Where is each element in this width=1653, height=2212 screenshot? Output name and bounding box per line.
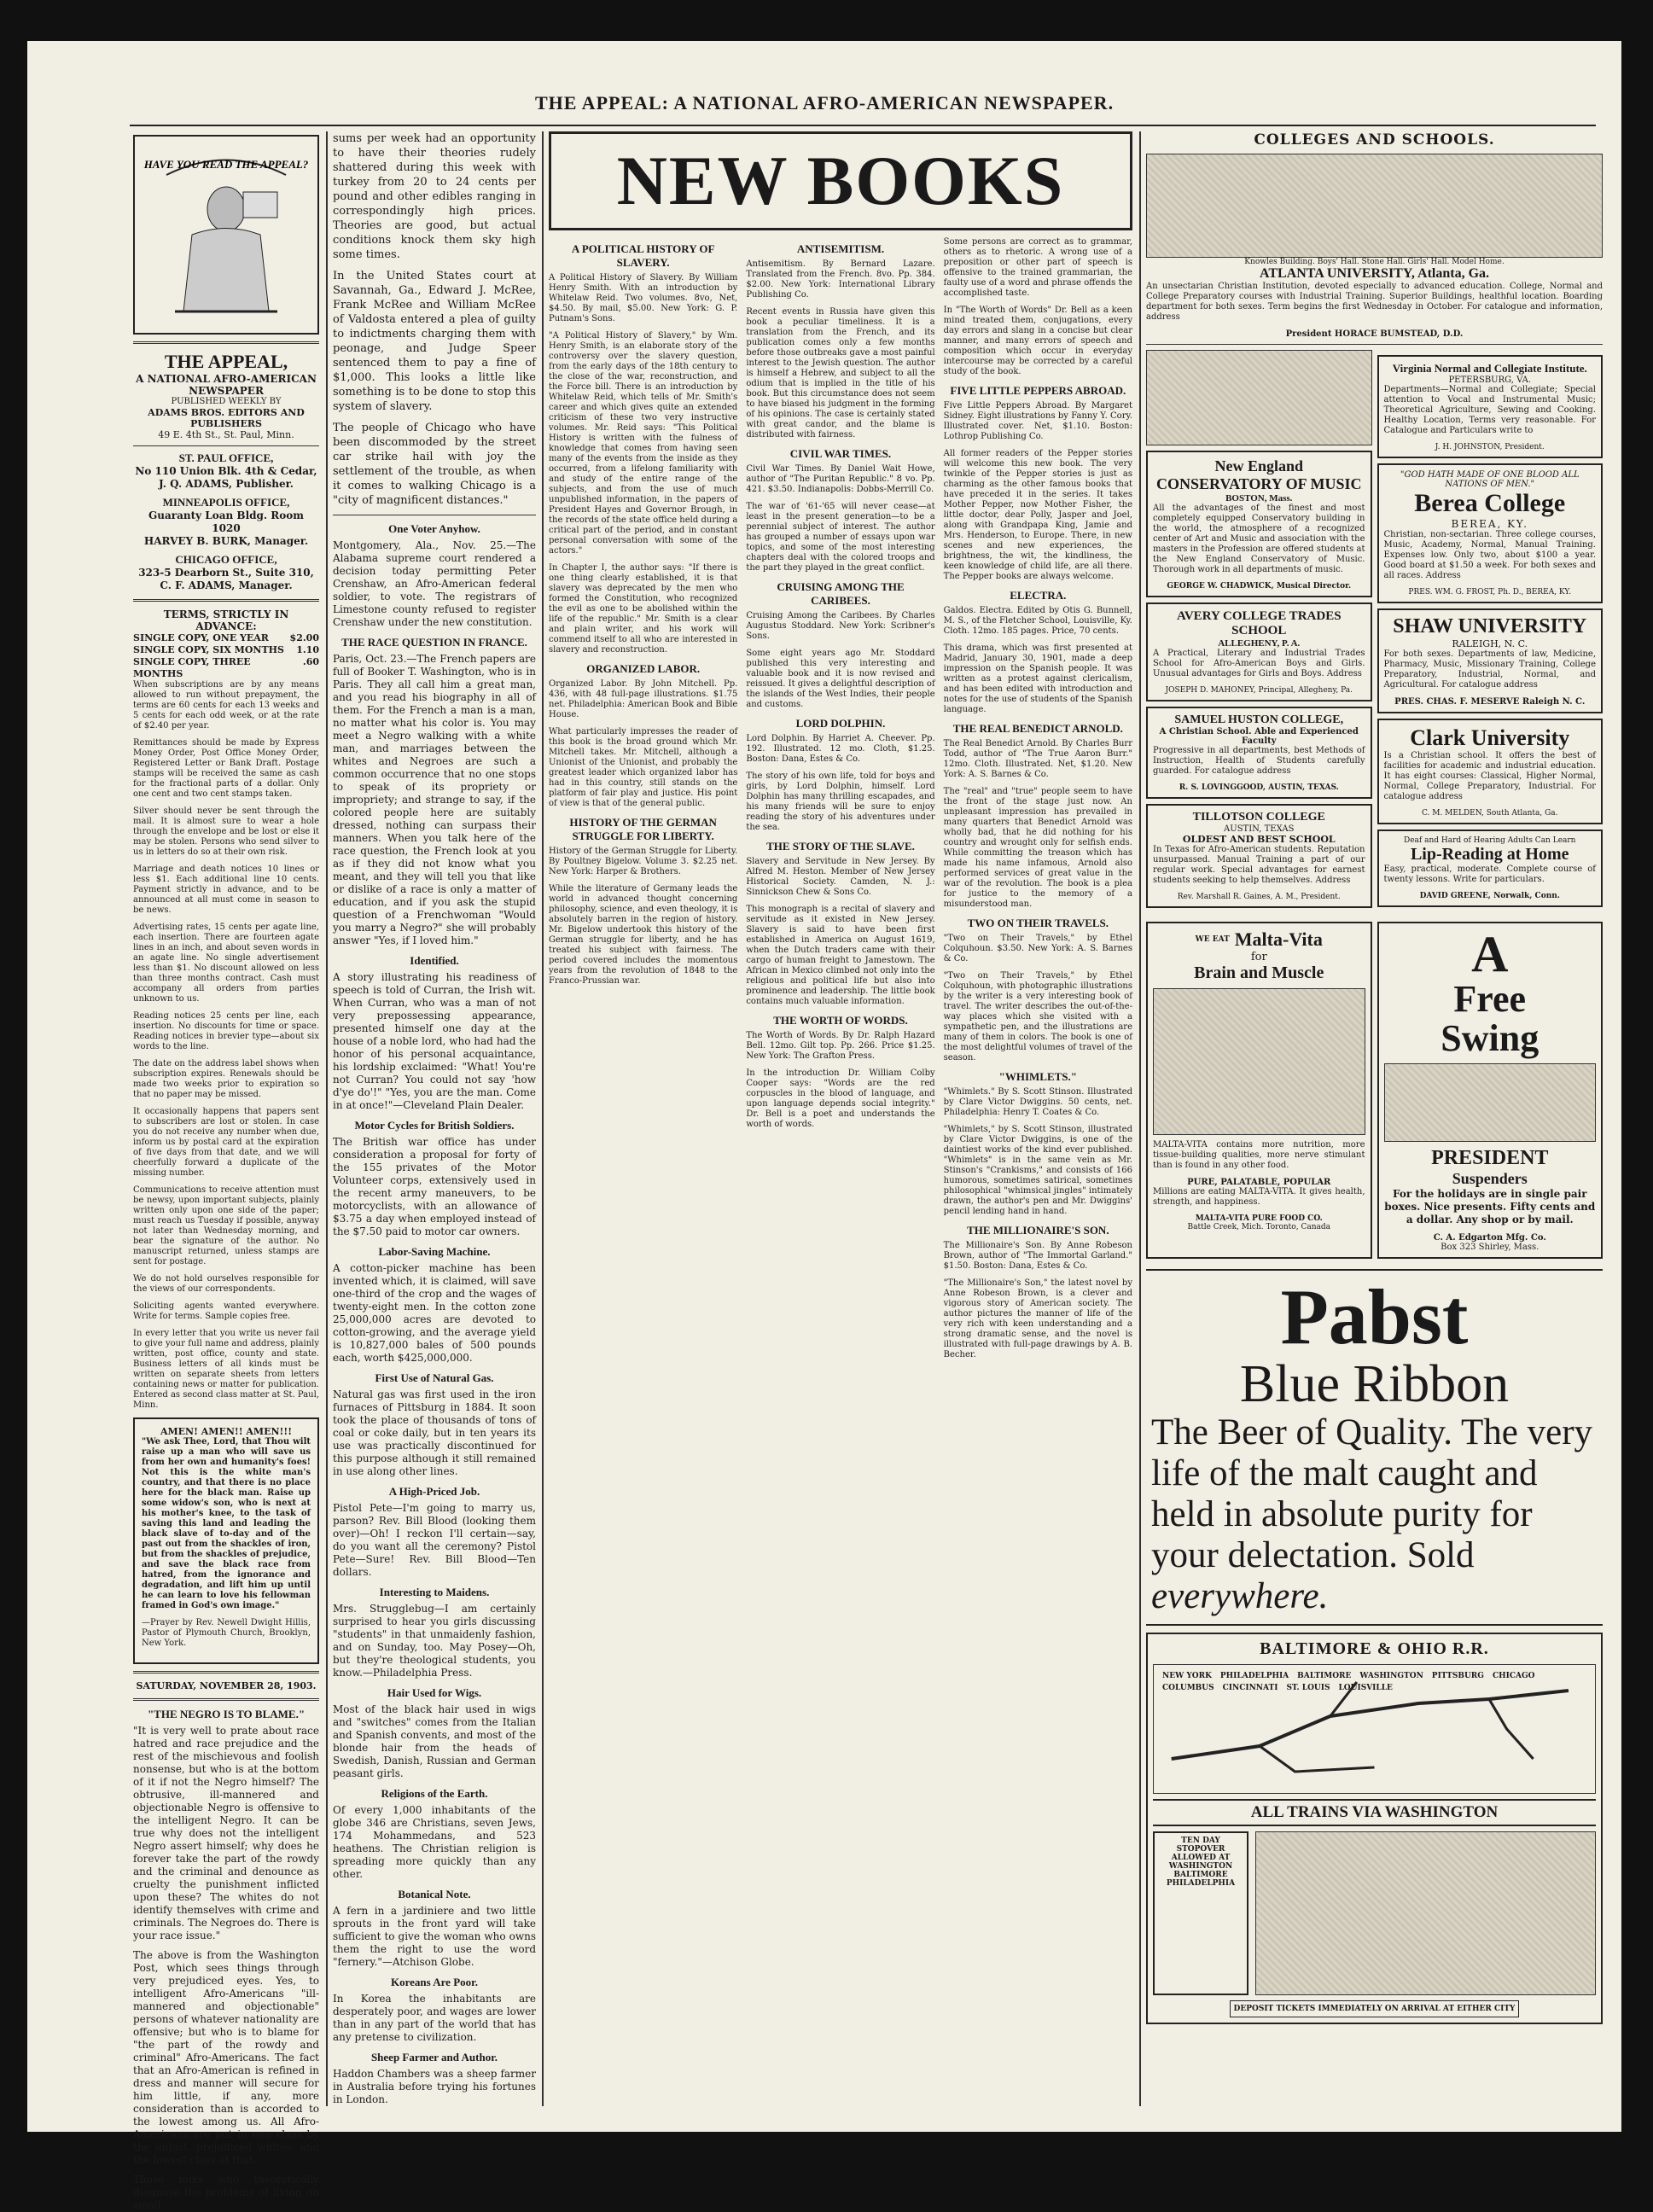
ad-pabst-blue-ribbon: Pabst Blue Ribbon The Beer of Quality. The very life of the malt caught and held in absolute purity for your delectation. Sold everywhere. (1146, 1269, 1603, 1626)
malta-vita-illustration (1153, 988, 1365, 1135)
review-title: FIVE LITTLE PEPPERS ABROAD. (950, 384, 1126, 397)
column-rule (326, 131, 328, 2106)
suspenders-illustration (1384, 1063, 1597, 1142)
article-title: Interesting to Maidens. (379, 1586, 490, 1598)
amen-box: AMEN! AMEN!! AMEN!!! "We ask Thee, Lord, that Thou wilt raise up a man who will save us from her own and humanity's foes! Not this is the white man's country, and that there is no place here for the black man. Raise up some widow's son, who is next at his mother's knee, to the task of saving this land and leading the black slave of to-day and of the past out from the shackles of iron, but from the shackles of prejudice, and save the black race from hatred, from the ignorance and degradation, and lift him up until he can learn to love his fellowman framed in God's own image." —Prayer by Rev. Newell Dwight Hillis, Pastor of Plymouth Church, Brooklyn, New York. (133, 1417, 319, 1664)
review-title: TWO ON THEIR TRAVELS. (967, 917, 1109, 929)
terms-title: TERMS, STRICTLY IN ADVANCE: (163, 608, 289, 632)
article-title: Labor-Saving Machine. (378, 1245, 491, 1258)
column-ads: COLLEGES AND SCHOOLS. Knowles Building. Boys' Hall. Stone Hall. Girls' Hall. Model Home. ATLANTA UNIVERSITY, Atlanta, Ga. An unsectarian Christian Institution, devoted especially to advanced education. College, Normal and College Preparatory courses with Industrial Training. Superior Buildings, healthful location. Boarding department for both sexes. Term begins the first Wednesday in October. For catalogue and information, address President HORACE BUMSTEAD, D.D. New England CONSERVATORY OF MUSIC BOSTON, Mass. All the advantages of the finest and most completely equipped Conservatory building in the world, the atmosphere of a recognized center of Art and Music and association with the masters in the Profession are offered students at the New England Conservatory of Music. Thorough work in all departments of music. GEORGE W. CHADWICK, Musical Director. AVERY COLLEGE TRADES SCHOOL ALLEGHENY, P. A. A Practical, Literary and Industrial Trades School for Afro-American Boys and Girls. Unusual advantages for Girls and Boys. Address JOSEPH D. MAHONEY, Principal, Allegheny, Pa. SAMUEL HUSTON COLLEGE, A Christian School. Able and Experienced Faculty Progressive in all departments, best Methods of Instruction, Health of Students carefully guarded. For catalogue address R. S. LOVINGGOOD, AUSTIN, TEXAS. TILLOTSON COLLEGE AUSTIN, TEXAS OLDEST AND BEST SCHOOL In Texas for Afro-American students. Reputation unsurpassed. Manual Training a part of our regular work. Special advantages for earnest students seeking to help themselves. Address Rev. Marshall R. Gaines, A. M., President. Virginia Normal and Collegiate Institute. PETERSBURG, VA. Departments—Normal and Collegiate; Special attention to Vocal and Instrumental Music; Theoretical Agriculture, Sewing and Cooking. Healthy Location, Terms very reasonable. For Catalogue and Particulars write to J. H. JOHNSTON, President. "GOD HATH MADE OF ONE BLOOD ALL NATIONS OF MEN." Berea College BEREA, KY. Christian, non-sectarian. Three college courses, Music, Academy, Normal, Manual Training. Expenses low. Only two, about $100 a year. Good board at $1.50 a week. For both sexes and all races. Address PRES. WM. G. FROST, Ph. D., BEREA, KY. SHAW UNIVERSITY RALEIGH, N. C. For both sexes. Departments of law, Medicine, Pharmacy, Music, Missionary Training, College Preparatory, Industrial, Normal, and Agricultural. For catalogue address PRES. CHAS. F. MESERVE Raleigh N. C. Clark University Is a Christian school. It offers the best of facilities for academic and industrial education. It has eight courses: Classical, Higher Normal, Normal, College Preparatory, Industrial. For catalogue address C. M. MELDEN, South Atlanta, Ga. Deaf and Hard of Hearing Adults Can Learn Lip-Reading at Home Easy, practical, moderate. Complete course of twenty lessons. Write for particulars. DAVID GREENE, Norwalk, Conn. WE EAT Malta-Vita for Brain and Muscle MALTA-VITA contains more nutrition, more tissue-building qualities, more nerve stimulant than is found in any other food. PURE, PALATABLE, POPULAR Millions are eating MALTA-VITA. It gives health, strength, and happiness. MALTA-VITA PURE FOOD CO. Battle Creek, Mich. Toronto, Canada A Free Swing PRESIDENT Suspenders For the holidays are in single pair boxes. Nice presents. Fifty cents and a dollar. Any shop or by mail. C. A. Edgarton Mfg. Co. Box 323 Shirley, Mass. Pabst Blue Ribbon The Beer of Quality. The very life of the malt caught and held in absolute purity for your delectation. Sold everywhere. BALTIMORE & OHIO R.R. NEW YORK PHILADELPHIA BALTIMORE WASHINGTON PITTSBURG CHICAGO COLUMBUS CINCINNATI ST. LOUIS LOUISVILLE ALL TRAINS VIA WASHINGTON TEN DAY STOPOVER ALLOWED AT WASHINGTON BALTIMORE PHILADELPHIA DEPOSIT TICKETS IMMEDIATELY ON ARRIVAL AT EITHER CITY (1146, 131, 1603, 2106)
ad-baltimore-ohio: BALTIMORE & OHIO R.R. NEW YORK PHILADELPHIA BALTIMORE WASHINGTON PITTSBURG CHICAGO COLUMBUS CINCINNATI ST. LOUIS LOUISVILLE ALL TRAINS VIA WASHINGTON TEN DAY STOPOVER ALLOWED AT WASHINGTON BALTIMORE PHILADELPHIA DEPOSIT TICKETS IMMEDIATELY ON ARRIVAL AT EITHER CITY (1146, 1633, 1603, 2024)
office-title: MINNEAPOLIS OFFICE, (162, 496, 290, 509)
colleges-header: COLLEGES AND SCHOOLS. (1254, 131, 1495, 148)
masthead-rule (130, 125, 1596, 126)
books-subcolumn: Some persons are correct as to grammar, others as to rhetoric. A wrong use of a preposition or other part of speech is offensive to the trained grammarian, the faulty use of a word and phrase offends the accomplished taste. In "The Worth of Words" Dr. Bell as a keen mind treated them, conjugations, every day errors and slang in a concise but clear manner, and many errors of speech and composition which occur in everyday intercourse may be corrected by a careful study of the book. FIVE LITTLE PEPPERS ABROAD. Five Little Peppers Abroad. By Margaret Sidney. Eight illustrations by Fanny Y. Cory. Illustrated cover. Net, $1.10. Boston: Lothrop Publishing Co. All former readers of the Pepper stories will welcome this new book. The very twinkle of the Pepper stories is just as charming as the other famous books that have preceded it in the series. It takes Mother Pepper, now Mother Fisher, the little doctor, dear Polly, Jasper and Joel, along with Grandpapa King, Jamie and Mrs. Henderson, to Europe. There, in new scenes and new experiences, the brightness, the wit, the kindliness, the keen knowledge of child life, are all there. The Pepper books are always welcome. ELECTRA. Galdos. Electra. Edited by Otis G. Bunnell, M. S., of the Fletcher School, Louisville, Ky. Cloth. 12mo. 185 pages. Price, 70 cents. This drama, which was first presented at Madrid, January 30, 1901, made a deep impression on the Spanish people. It was written as a protest against clericalism, and has been edited with introduction and notes for the use of students of the Spanish language. THE REAL BENEDICT ARNOLD. The Real Benedict Arnold. By Charles Burr Todd, author of "The True Aaron Burr." 12mo. Cloth. Illustrated. Net, $1.20. New York: A. S. Barnes & Co. The "real" and "true" people seem to have the front of the stage just now. An unpleasant impression has prevailed in many quarters that Benedict Arnold was wholly bad, that he did nothing for his country and wrought only for selfish ends. While committing the treason which has made his name infamous, Arnold also performed services of great value in the war of the revolution. The book is a plea for justice to the memory of a misunderstood man. TWO ON THEIR TRAVELS. "Two on Their Travels," by Ethel Colquhoun. $3.50. New York: A. S. Barnes & Co. "Two on Their Travels," by Ethel Colquhoun, with photographic illustrations by the writer is a very interesting book of travel. The writer describes the out-of-the-way places which she visited with a sympathetic pen, and the illustrations are many of them in colors. The book is one of the most delightful volumes of travel of the season. "WHIMLETS." "Whimlets." By S. Scott Stinson. Illustrated by Clare Victor Dwiggins. 50 cents, net. Philadelphia: Henry T. Coates & Co. "Whimlets," by S. Scott Stinson, illustrated by Clare Victor Dwiggins, is one of the daintiest works of the kind ever published. "Whimlets" is in the same vein as Mr. Stinson's "Crankisms," and consists of 166 humorous, sometimes satirical, sometimes philosophical "whimsical jingles" intimately drawn, the author's pen and Mr. Dwiggins' pencil lending hand in hand. THE MILLIONAIRE'S SON. The Millionaire's Son. By Anne Robeson Brown, author of "The Immortal Garland." $1.50. Boston: Dana, Estes & Co. "The Millionaire's Son," the latest novel by Anne Robeson Brown, is a clever and vigorous story of American society. The author pictures the manner of life of the very rich with keen understanding and a strong dramatic sense, and the novel is illustrated with full-page drawings by A. B. Becher. (943, 237, 1132, 1359)
ad-malta-vita: WE EAT Malta-Vita for Brain and Muscle MALTA-VITA contains more nutrition, more tissue-building qualities, more nerve stimulant than is found in any other food. PURE, PALATABLE, POPULAR Millions are eating MALTA-VITA. It gives health, strength, and happiness. MALTA-VITA PURE FOOD CO. Battle Creek, Mich. Toronto, Canada (1146, 922, 1372, 1259)
ad-tillotson-college: TILLOTSON COLLEGE AUSTIN, TEXAS OLDEST AND BEST SCHOOL In Texas for Afro-American students. Reputation unsurpassed. Manual Training a part of our regular work. Special advantages for earnest students seeking to help themselves. Address Rev. Marshall R. Gaines, A. M., President. (1146, 804, 1372, 908)
review-title: THE REAL BENEDICT ARNOLD. (952, 722, 1123, 735)
office-title: ST. PAUL OFFICE, (178, 451, 274, 464)
column-masthead-info: HAVE YOU READ THE APPEAL? THE APPEAL, A NATIONAL AFRO-AMERICAN NEWSPAPER PUBLISHED WEEKLY BY ADAMS BROS. EDITORS AND PUBLISHERS 49 E. 4th St., St. Paul, Minn. ST. PAUL OFFICE, No 110 Union Blk. 4th & Cedar, J. Q. ADAMS, Publisher. MINNEAPOLIS OFFICE, Guaranty Loan Bldg. Room 1020 HARVEY B. BURK, Manager. CHICAGO OFFICE, 323-5 Dearborn St., Suite 310, C. F. ADAMS, Manager. TERMS, STRICTLY IN ADVANCE: SINGLE COPY, ONE YEAR $2.00 SINGLE COPY, SIX MONTHS 1.10 SINGLE COPY, THREE MONTHS .60 When subscriptions are by any means allowed to run without prepayment, the terms are 60 cents for each 13 weeks and 5 cents for each odd week, or at the rate of $2.40 per year. Remittances should be made by Express Money Order, Post Office Money Order, Registered Letter or Bank Draft. Postage stamps will be received the same as cash for the fractional parts of a dollar. Only one cent and two cent stamps taken. Silver should never be sent through the mail. It is almost sure to wear a hole through the envelope and be lost or else it may be stolen. Persons who send silver to us in letters do so at their own risk. Marriage and death notices 10 lines or less $1. Each additional line 10 cents. Payment strictly in advance, and to be announced at all must come in season to be news. Advertising rates, 15 cents per agate line, each insertion. There are fourteen agate lines in an inch, and about seven words in an agate line. No single advertisement less than $1. No discount allowed on less than three months contract. Cash must accompany all orders from parties unknown to us. Reading notices 25 cents per line, each insertion. No discounts for time or space. Reading notices in brevier type—about six words to the line. The date on the address label shows when subscription expires. Renewals should be made two weeks prior to expiration so that no paper may be missed. It occasionally happens that papers sent to subscribers are lost or stolen. In case you do not receive any number when due, inform us by postal card at the expiration of five days from that date, and we will cheerfully forward a duplicate of the missing number. Communications to receive attention must be newsy, upon important subjects, plainly written only upon one side of the paper; must reach us Tuesday if possible, anyway not later than Wednesday morning, and bear the signature of the author. No manuscript returned, unless stamps are sent for postage. We do not hold ourselves responsible for the views of our correspondents. Soliciting agents wanted everywhere. Write for terms. Sample copies free. In every letter that you write us never fail to give your full name and address, plainly written, post office, county and state. Business letters of all kinds must be written on separate sheets from letters containing news or matter for publication. Entered as second class matter at St. Paul, Minn. AMEN! AMEN!! AMEN!!! "We ask Thee, Lord, that Thou wilt raise up a man who will save us from her own and humanity's foes! Not this is the white man's country, and that there is no place here for the black man. Raise up some widow's son, who is next at his mother's knee, to the task of saving this land and leading the black slave of to-day and of the past out from the shackles of iron, but from the shackles of prejudice, and save the black race from hatred, from the ignorance and degradation, and lift him up until he can learn to love his fellowman framed in God's own image." —Prayer by Rev. Newell Dwight Hillis, Pastor of Plymouth Church, Brooklyn, New York. SATURDAY, NOVEMBER 28, 1903. "THE NEGRO IS TO BLAME." "It is very well to prate about race hatred and race prejudice and the rest of the mischievous and foolish nonsense, but who is at the bottom of it if not the Negro himself? The obtrusive, ill-mannered and objectionable Negro is offensive to the intelligent Negro. It can be true why does not the intelligent Negro assert himself; why does he forever take the part of the rowdy and the criminal and denounce as cruelty the punishment inflicted upon these? The whites do not identify themselves with crime and criminals. The Negroes do. There is your race issue." The above is from the Washington Post, which sees things through very prejudiced eyes. Yes, to intelligent Afro-Americans "ill-mannered and objectionable" persons of whatever nationality are offensive; but who is to blame for "the part of the rowdy and criminal" Afro-Americans. The fact that an Afro-American is refined in dress and manner will secure for him little, if any, more consideration than is accorded to the lowest among us. All Afro-Americans are put in one class by the unjust, prejudiced whites, and the lowest class at that. Those folks who theoretically diagnose the problems of living on small (133, 131, 319, 2106)
column-rule (1139, 131, 1141, 2106)
publisher-address: 49 E. 4th St., St. Paul, Minn. (158, 429, 294, 440)
ad-avery-college: AVERY COLLEGE TRADES SCHOOL ALLEGHENY, P. A. A Practical, Literary and Industrial Trades School for Afro-American Boys and Girls. Unusual advantages for Girls and Boys. Address JOSEPH D. MAHONEY, Principal, Allegheny, Pa. (1146, 602, 1372, 701)
new-books-section (549, 131, 1132, 2106)
books-subcolumn: A POLITICAL HISTORY OF SLAVERY. A Political History of Slavery. By William Henry Smith. With an introduction by Whitelaw Reid. Two volumes. 8vo, Net, $4.50. By mail, $5.00. New York: G. P. Putnam's Sons. "A Political History of Slavery," by Wm. Henry Smith, is an elaborate story of the controversy over the slavery question, from the early days of the 18th century to the close of the war, reconstruction, and the Force bill. There is an introduction by Whitelaw Reid, which tells of Mr. Smith's career and which gives quite an extended criticism of these two very instructive volumes. Mr. Reid says: "This Political History is written with the fulness of knowledge that comes from having seen many of the events from the inside as they occurred, from a lifelong familiarity with and study of the entire range of the subjects, and from the use of much unpublished information, in the papers of President Hayes and Governor Brough, in the records of the state office held during a critical part of the period, and in constant personal conversation with some of the actors." In Chapter I, the author says: "If there is one thing clearly established, it is that slavery was deprecated by the men who formed the Constitution, who recognized the evil as one to be abolished within the life of the republic." Mr. Smith is a clear and plain writer, and his work will commend itself to all who are interested in slavery and reconstruction. ORGANIZED LABOR. Organized Labor. By John Mitchell. Pp. 436, with 48 full-page illustrations. $1.75 net. Philadelphia: American Book and Bible House. What particularly impresses the reader of this book is the broad ground which Mr. Mitchell takes. Mr. Mitchell, although a Unionist of the Unionist, and probably the greatest leader which organized labor has had in this country, still stands on the platform of fair play and justice. His point of view is that of the general public. HISTORY OF THE GERMAN STRUGGLE FOR LIBERTY. History of the German Struggle for Liberty. By Poultney Bigelow. Volume 3. $2.25 net. New York: Harper & Brothers. While the literature of Germany leads the world in advanced thought concerning philosophy, science, and even theology, it is absolutely barren in the region of history. Mr. Bigelow undertook this history of the German struggle for liberty, and he has treated his subject with fairness. The period covered includes the momentous years from the revolution of 1848 to the Franco-Prussian war. (549, 242, 738, 986)
svg-text:HAVE YOU READ THE APPEAL?: HAVE YOU READ THE APPEAL? (143, 158, 309, 171)
paper-title: THE APPEAL, (164, 351, 288, 372)
publishers: ADAMS BROS. EDITORS AND PUBLISHERS (148, 407, 305, 429)
article-title: Hair Used for Wigs. (387, 1686, 482, 1699)
travelers-illustration (1255, 1831, 1596, 1995)
ad-president-suspenders: A Free Swing PRESIDENT Suspenders For the holidays are in single pair boxes. Nice presents. Fifty cents and a dollar. Any shop or by mail. C. A. Edgarton Mfg. Co. Box 323 Shirley, Mass. (1377, 922, 1604, 1259)
review-title: THE STORY OF THE SLAVE. (766, 840, 915, 853)
ad-berea-college: "GOD HATH MADE OF ONE BLOOD ALL NATIONS OF MEN." Berea College BEREA, KY. Christian, non-sectarian. Three college courses, Music, Academy, Normal, Manual Training. Expenses low. Only two, about $100 a year. Good board at $1.50 a week. For both sexes and all races. Address PRES. WM. G. FROST, Ph. D., BEREA, KY. (1377, 463, 1604, 603)
books-subcolumn: ANTISEMITISM. Antisemitism. By Bernard Lazare. Translated from the French. 8vo. Pp. 384. $2.00. New York: International Library Publishing Co. Recent events in Russia have given this book a peculiar timeliness. It is a translation from the French, and its publication comes only a few months before those outbreaks gave a most painful interest to the Jewish question. The author is himself a Hebrew, and subject to all the odium that is implied in the title of his book. But this circumstance does not seem to have biased his judgment in the forming of his opinions. The case is certainly stated with great candor, and the blame is distributed with fairness. CIVIL WAR TIMES. Civil War Times. By Daniel Wait Howe, author of "The Puritan Republic." 8 vo. Pp. 421. $3.50. Indianapolis: Dobbs-Merrill Co. The war of '61-'65 will never cease—at least in the present generation—to be a perennial subject of interest. The author has grouped a number of essays upon war topics, and some of the most interesting chapters deal with the colored troops and the part they played in the great conflict. CRUISING AMONG THE CARIBEES. Cruising Among the Caribees. By Charles Augustus Stoddard. New York: Scribner's Sons. Some eight years ago Mr. Stoddard published this very interesting and valuable book and it is now revised and reissued. It gives a delightful description of the islands of the West Indies, their people and customs. LORD DOLPHIN. Lord Dolphin. By Harriet A. Cheever. Pp. 192. Illustrated. 12 mo. Cloth, $1.25. Boston: Dana, Estes & Co. The story of his own life, told for boys and girls, by Lord Dolphin, himself. Lord Dolphin has many thrilling escapades, and his many friends will be sure to enjoy reading the story of his adventures under the sea. THE STORY OF THE SLAVE. Slavery and Servitude in New Jersey. By Alfred M. Heston. Member of New Jersey Historical Society. Camden, N. J.: Sinnickson Chew & Sons Co. This monograph is a recital of slavery and servitude as it existed in New Jersey. Slavery is said to have been first established in America on August 1619, when the Dutch traders came with their cargo of human freight to Jamestown. The African in Mexico climbed not only into the religious and political life but also into prominence and leadership. The little book contains much valuable information. THE WORTH OF WORDS. The Worth of Words. By Dr. Ralph Hazard Bell. 12mo. Gilt top. Pp. 266. Price $1.25. New York: The Grafton Press. In the introduction Dr. William Colby Cooper says: "Words are the red corpuscles in the blood of language, and upon language depends social integrity." Dr. Bell is a poet and understands the worth of words. (746, 242, 935, 1129)
column-news: sums per week had an opportunity to have their theories rudely shattered during this week with turkey from 20 to 24 cents per pound and other edibles ranging in correspondingly high prices. Theories are good, but actual conditions knock them sky high some times. In the United States court at Savannah, Ga., Edward J. McRee, Frank McRee and William McRee of Valdosta entered a plea of guilty to indictments charging them with peonage, and Judge Speer sentenced them to pay a fine of $1,000. This looks a little like something is to be done to stop this system of slavery. The people of Chicago who have been discommoded by the street car strike hail with joy the settlement of the trouble, as when it comes to walking Chicago is a "city of magnificent distances." One Voter Anyhow. Montgomery, Ala., Nov. 25.—The Alabama supreme court rendered a decision today permitting Peter Crenshaw, an Afro-American federal soldier, to vote. The registrars of Limestone county refused to register Crenshaw under the new constitution. THE RACE QUESTION IN FRANCE. Paris, Oct. 23.—The French papers are full of Booker T. Washington, who is in Paris. They all call him a great man, and you read his biography in all of them. For the French a man is a man, no matter what his color is. You may meet a Negro walking with a white man, and marriages between the whites and Negroes are such a common occurrence that no one stops to speak of its propriety or impropriety; and strange to say, if the colored people here are suitably dressed, nothing can surpass their manners. When you talk here of the race question, the French look at you as if they did not know what you meant, and they will tell you that like or dislike of a race is only a matter of education, and if you ask the stupid question of a Frenchwoman "Would you marry a Negro?" she will probably answer "Yes, if I loved him." Identified. A story illustrating his readiness of speech is told of Curran, the Irish wit. When Curran, who was a man of not very prepossessing appearance, presented himself one day at the house of a noble lord, who had had the honor of his personal acquaintance, his lordship exclaimed: "What! You're not Curran? You could not say 'how d'ye do'!" "Yes, you are the man. Come in at once!"—Cleveland Plain Dealer. Motor Cycles for British Soldiers. The British war office has under consideration a proposal for forty of the 155 privates of the Motor Volunteer corps, extensively used in the recent army maneuvers, to be motorcyclists, with an allowance of $3.75 a day when employed instead of the $7.50 paid to motor car owners. Labor-Saving Machine. A cotton-picker machine has been invented which, it is claimed, will save one-third of the crop and the wages of twenty-eight men. In the cotton zone 25,000,000 acres are devoted to cotton-growing, and the average yield is 10,827,000 bales of 500 pounds each, worth $425,000,000. First Use of Natural Gas. Natural gas was first used in the iron furnaces of Pittsburg in 1884. It soon took the place of thousands of tons of coal or coke daily, but in ten years its use was practically discontinued for this purpose although it still remained in use along other lines. A High-Priced Job. Pistol Pete—I'm going to marry us, parson? Rev. Bill Blood (looking them over)—Oh! I reckon I'll certain—say, do you want all the ceremony? Pistol Pete—Sure! Rev. Bill Blood—Ten dollars. Interesting to Maidens. Mrs. Strugglebug—I am certainly surprised to hear you girls discussing "students" in that unmaidenly fashion, and on Sunday, too. May Posey—Oh, but they're theological students, you know.—Philadelphia Press. Hair Used for Wigs. Most of the black hair used in wigs and "switches" comes from the Italian and Spanish convents, and most of the blonde hair from the heads of Swedish, Danish, Russian and German peasant girls. Religions of the Earth. Of every 1,000 inhabitants of the globe 346 are Christians, seven Jews, 174 Mohammedans, and 523 heathens. The Christian religion is spreading more quickly than any other. Botanical Note. A fern in a jardiniere and two little sprouts in the front yard will take sufficient to give the woman who owns them the right to use the word "fernery."—Atchison Globe. Koreans Are Poor. In Korea the inhabitants are desperately poor, and wages are lower than in any part of the world that has any pretense to civilization. Sheep Farmer and Author. Haddon Chambers was a sheep farmer in Australia before trying his fortunes in London. (333, 132, 536, 2105)
article-title: Koreans Are Poor. (391, 1976, 478, 1988)
ad-virginia-normal: Virginia Normal and Collegiate Institute. PETERSBURG, VA. Departments—Normal and Collegiate; Special attention to Vocal and Instrumental Music; Theoretical Agriculture, Sewing and Cooking. Healthy Location, Terms very reasonable. For Catalogue and Particulars write to J. H. JOHNSTON, President. (1377, 355, 1604, 458)
newspaper-page (27, 41, 1621, 2211)
virginia-institute-image (1146, 350, 1372, 445)
issue-date: SATURDAY, NOVEMBER 28, 1903. (136, 1680, 317, 1691)
ad-samuel-huston-college: SAMUEL HUSTON COLLEGE, A Christian School. Able and Experienced Faculty Progressive in all departments, best Methods of Instruction, Health of Students carefully guarded. For catalogue address R. S. LOVINGGOOD, AUSTIN, TEXAS. (1146, 707, 1372, 799)
article-title: First Use of Natural Gas. (375, 1371, 494, 1384)
column-rule (542, 131, 544, 2106)
masthead: THE APPEAL: A NATIONAL AFRO-AMERICAN NEWSPAPER. (534, 92, 1115, 114)
review-title: ORGANIZED LABOR. (586, 662, 701, 675)
ad-new-england-conservatory: New England CONSERVATORY OF MUSIC BOSTON, Mass. All the advantages of the finest and most completely equipped Conservatory building in the world, the atmosphere of a recognized center of Art and Music and association with the masters in the Profession are offered students at the New England Conservatory of Music. Thorough work in all departments of music. GEORGE W. CHADWICK, Musical Director. (1146, 451, 1372, 597)
review-title: HISTORY OF THE GERMAN STRUGGLE FOR LIBERTY. (569, 816, 717, 842)
article-title: One Voter Anyhow. (388, 522, 480, 535)
article-title: Religions of the Earth. (381, 1787, 488, 1800)
review-title: THE MILLIONAIRE'S SON. (967, 1224, 1109, 1237)
price-row: SINGLE COPY, SIX MONTHS 1.10 (133, 644, 319, 655)
railroad-map: NEW YORK PHILADELPHIA BALTIMORE WASHINGTON PITTSBURG CHICAGO COLUMBUS CINCINNATI ST. LOUIS LOUISVILLE (1153, 1664, 1596, 1794)
article-title: A High-Priced Job. (388, 1485, 480, 1498)
review-title: ANTISEMITISM. (796, 242, 885, 255)
ad-shaw-university: SHAW UNIVERSITY RALEIGH, N. C. For both sexes. Departments of law, Medicine, Pharmacy, Music, Missionary Training, College Preparatory, Industrial, Normal, and Agricultural. For catalogue address PRES. CHAS. F. MESERVE Raleigh N. C. (1377, 608, 1604, 713)
review-title: ELECTRA. (1010, 589, 1067, 602)
office-title: CHICAGO OFFICE, (175, 553, 277, 566)
new-books-banner: NEW BOOKS (549, 131, 1132, 230)
review-title: CIVIL WAR TIMES. (789, 447, 892, 460)
review-title: LORD DOLPHIN. (795, 717, 886, 730)
review-title: "WHIMLETS." (998, 1070, 1077, 1083)
atlanta-campus-image (1146, 154, 1603, 258)
published-by: PUBLISHED WEEKLY BY (171, 397, 282, 406)
review-title: CRUISING AMONG THE CARIBEES. (777, 580, 905, 607)
ad-clark-university: Clark University Is a Christian school. It offers the best of facilities for academic and industrial education. It has eight courses: Classical, Higher Normal, Normal, College Preparatory, Industrial. For catalogue address C. M. MELDEN, South Atlanta, Ga. (1377, 719, 1604, 824)
editorial-title: "THE NEGRO IS TO BLAME." (147, 1708, 306, 1720)
price-row: SINGLE COPY, ONE YEAR $2.00 (133, 632, 319, 643)
review-title: A POLITICAL HISTORY OF SLAVERY. (571, 242, 715, 269)
price-row: SINGLE COPY, THREE MONTHS .60 (133, 656, 319, 679)
article-title: Motor Cycles for British Soldiers. (354, 1119, 515, 1132)
article-title: Identified. (410, 954, 459, 967)
article-title: Botanical Note. (398, 1888, 471, 1901)
review-title: THE WORTH OF WORDS. (773, 1014, 908, 1027)
article-title: THE RACE QUESTION IN FRANCE. (341, 636, 527, 649)
paper-subtitle: A NATIONAL AFRO-AMERICAN NEWSPAPER (136, 373, 317, 397)
appeal-logo (133, 135, 319, 335)
ad-lip-reading: Deaf and Hard of Hearing Adults Can Learn Lip-Reading at Home Easy, practical, moderate. Complete course of twenty lessons. Write for particulars. DAVID GREENE, Norwalk, Conn. (1377, 830, 1604, 907)
article-title: Sheep Farmer and Author. (370, 2051, 498, 2064)
